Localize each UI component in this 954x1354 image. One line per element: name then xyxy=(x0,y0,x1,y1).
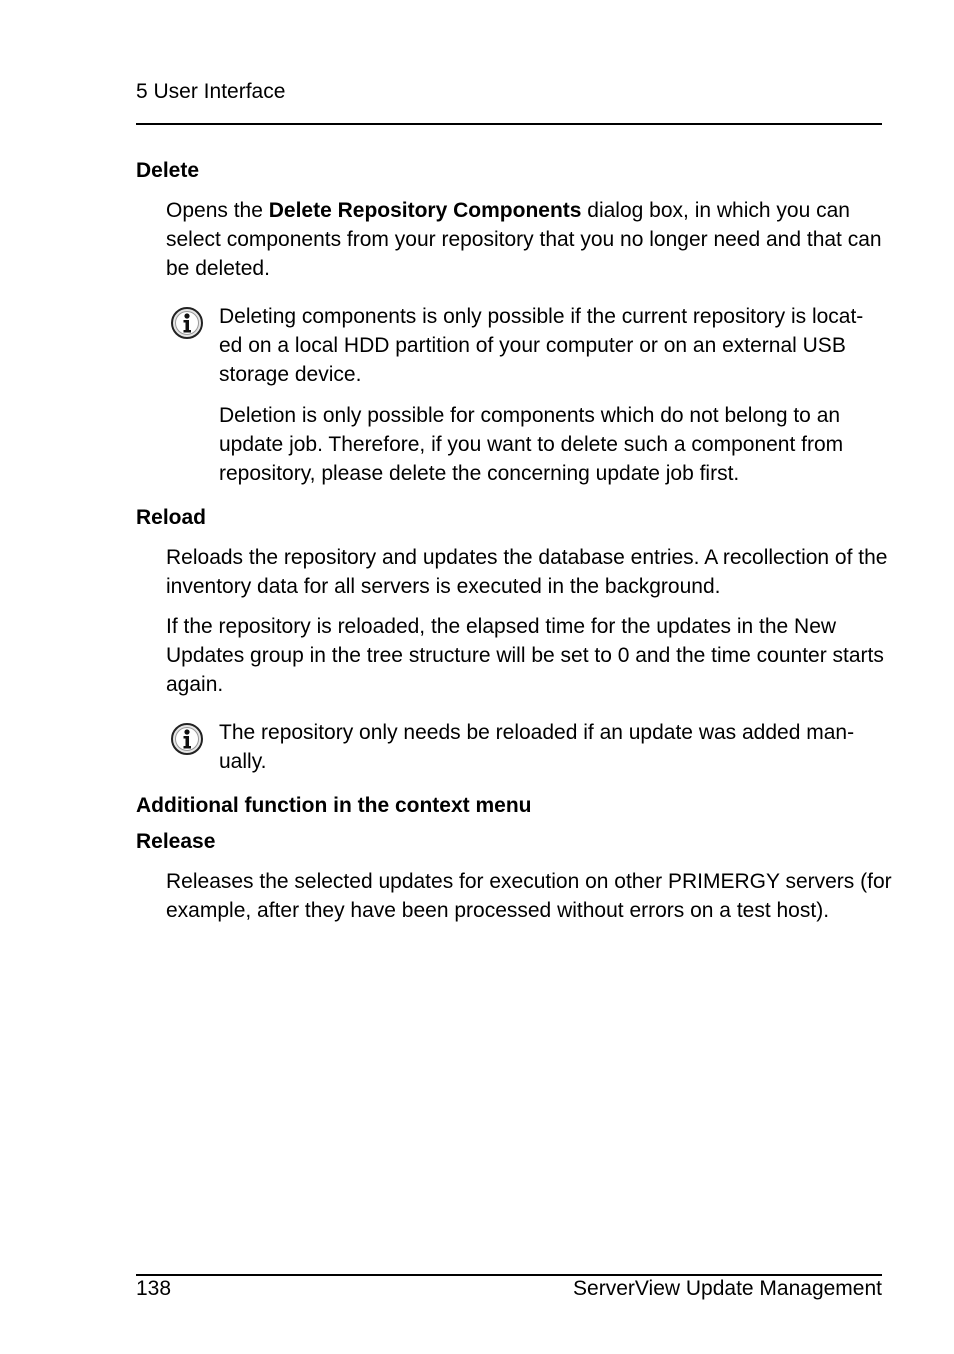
page-number: 138 xyxy=(136,1277,172,1300)
reload-paragraph-1: Reloads the repository and updates the database entries. A recollection of the inventory data for all servers is executed in the background. xyxy=(166,546,888,598)
reload-paragraph-2: If the repository is reloaded, the elapsed time for the updates in the New Updates group in the tree structure will be set to 0 and the time counter starts again. xyxy=(166,615,884,696)
delete-note-1-line-2: ed on a local HDD partition of your computer or on an external USB xyxy=(219,334,846,357)
context-menu-heading: Additional function in the context menu xyxy=(136,794,532,817)
delete-note-2: Deletion is only possible for components which do not belong to an update job. Therefore, if you want to delete such a component from repository, please delete the concerning update job first. xyxy=(219,404,844,485)
reload-heading: Reload xyxy=(136,506,207,529)
delete-note-1-line-1: Deleting components is only possible if the current repository is locat- xyxy=(219,305,864,328)
footer-rule xyxy=(136,1274,882,1276)
delete-note-1-line-3: storage device. xyxy=(219,363,362,386)
delete-note-1 xyxy=(219,302,899,389)
running-header: 5 User Interface xyxy=(136,80,286,103)
reload-note-line-2: ually. xyxy=(219,750,267,773)
delete-paragraph xyxy=(166,196,896,283)
reload-note xyxy=(219,718,899,776)
reload-note-line-1: The repository only needs be reloaded if an update was added man- xyxy=(219,721,855,744)
product-name: ServerView Update Management xyxy=(573,1277,882,1300)
delete-paragraph-pre: Opens the xyxy=(166,199,269,222)
info-icon xyxy=(170,722,204,756)
delete-paragraph-post: dialog box, in which you can select components from your repository that you no longer need and that can be deleted. xyxy=(166,199,882,280)
delete-dialog-name: Delete Repository Components xyxy=(268,199,582,222)
info-icon xyxy=(170,306,204,340)
release-heading: Release xyxy=(136,830,216,853)
header-rule xyxy=(136,123,882,125)
delete-heading: Delete xyxy=(136,159,200,182)
release-paragraph: Releases the selected updates for execution on other PRIMERGY servers (for example, after they have been processed without errors on a test host). xyxy=(166,870,892,922)
